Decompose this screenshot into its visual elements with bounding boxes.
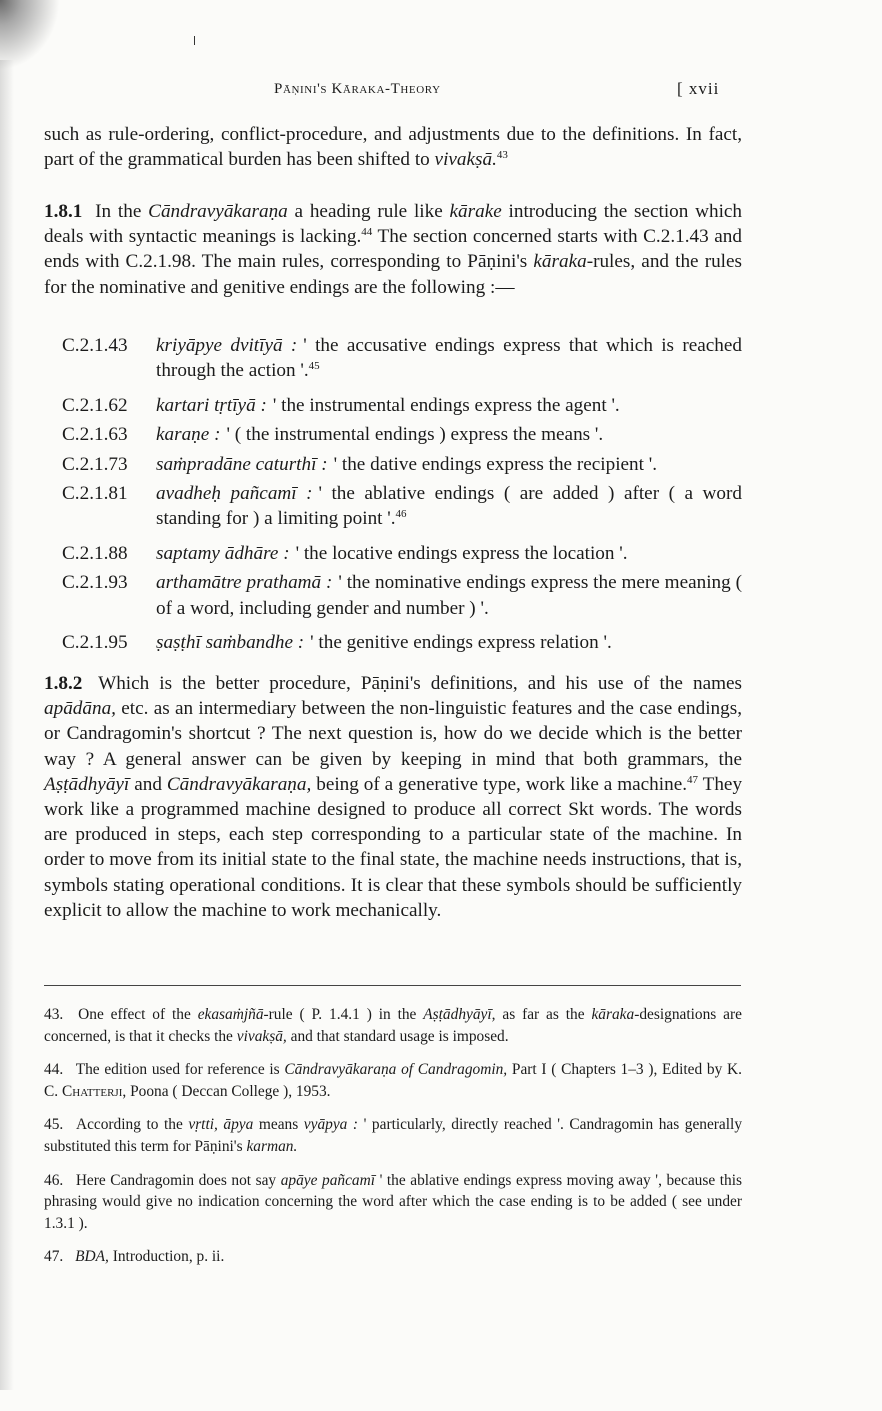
rule-code: C.2.1.63 <box>62 424 128 446</box>
fn45-term: vṛtti, āpya <box>188 1116 254 1134</box>
rule-gloss: ' the nominative endings express the mere meaning ( of a word, including gender and number ) '. <box>156 572 742 619</box>
sec181-text-3: introducing the section which deals with syntactic meanings is lacking. <box>44 201 743 248</box>
footnote-number: 45. <box>44 1116 64 1134</box>
footnote-47 <box>44 1246 742 1268</box>
rule-item <box>62 393 742 418</box>
sec181-term-2: kāraka <box>533 251 587 273</box>
fn46-a: Here Candragomin does not say <box>75 1171 277 1189</box>
fn45-term3: karman. <box>246 1137 298 1155</box>
fn45-term2: vyāpya : <box>303 1116 359 1134</box>
rule-item <box>62 481 742 532</box>
rule-term: ṣaṣṭhī saṁbandhe : <box>156 632 305 654</box>
note-ref-47: 47 <box>687 773 699 786</box>
rule-code: C.2.1.95 <box>62 632 128 654</box>
fn47-a: Introduction, p. ii. <box>112 1248 225 1266</box>
rule-term: saptamy ādhāre : <box>156 542 290 564</box>
fn43-a: One effect of the <box>78 1006 191 1023</box>
rule-code: C.2.1.73 <box>62 453 128 475</box>
scan-edge <box>0 60 14 1390</box>
rule-term: avadheḥ pañcamī : <box>156 483 313 505</box>
footnote-46 <box>44 1170 742 1235</box>
running-title: Pāṇini's Kāraka-Theory <box>274 81 441 97</box>
fn43-b: -rule ( P. 1.4.1 ) in the <box>263 1006 417 1023</box>
sec182-text-5: They work like a programmed machine designed to produce all correct Skt words. The words are produced in steps, each step corresponding to a particular state of the machine. In order to move from its initial state to the final state, the machine needs instructions, that is, symbols stating operational conditions. It is clear that these symbols should be sufficiently explicit to allow the machine to work mechanically. <box>44 773 743 921</box>
fn46-term: apāye pañcamī <box>280 1171 375 1189</box>
intro-paragraph <box>44 122 742 172</box>
fn45-a: According to the <box>75 1116 183 1134</box>
note-ref-44: 44 <box>361 226 373 239</box>
rule-gloss: ' the instrumental endings express the agent '. <box>272 394 620 416</box>
footnote-number: 44. <box>44 1061 64 1079</box>
rule-item <box>62 422 742 447</box>
footnote-44 <box>44 1059 742 1102</box>
footnote-43 <box>44 1004 742 1047</box>
fn43-c: as far as the <box>502 1006 585 1023</box>
rule-list <box>62 333 742 659</box>
footnote-separator <box>44 985 741 986</box>
rule-term: karaṇe : <box>156 424 221 446</box>
fn43-term3: vivakṣā, <box>236 1027 287 1045</box>
rule-body <box>156 570 742 621</box>
rule-item <box>62 541 742 566</box>
rule-item <box>62 630 742 655</box>
rule-body <box>156 333 742 384</box>
rule-body <box>156 422 742 447</box>
intro-term: vivakṣā. <box>434 149 497 171</box>
rule-item <box>62 333 742 384</box>
sec181-text-5: -rules, and the rules for the nominative and genitive endings are the following :— <box>44 251 742 298</box>
fn43-term: ekasaṁjñā <box>197 1006 264 1023</box>
note-ref-43: 43 <box>496 149 508 162</box>
sec182-work-2: Cāndravyākaraṇa, <box>166 773 312 795</box>
rule-code: C.2.1.62 <box>62 394 128 416</box>
rule-code: C.2.1.88 <box>62 542 128 564</box>
sec182-text-1: Which is the better procedure, Pāṇini's definitions, and his use of the names <box>98 673 743 694</box>
sec181-text-4: The section concerned starts with C.2.1.43 and ends with C.2.1.98. The main rules, corresponding to Pāṇini's <box>44 226 742 273</box>
sec181-term: kārake <box>449 201 502 222</box>
fn44-work: Cāndravyākaraṇa of Candragomin, <box>284 1061 508 1079</box>
sec182-text-4: being of a generative type, work like a machine. <box>316 773 688 795</box>
section-1-8-2 <box>44 671 742 923</box>
sec182-work-1: Aṣṭādhyāyī <box>44 773 130 795</box>
page-number: [ xvii <box>677 79 720 98</box>
rule-code: C.2.1.43 <box>62 335 128 356</box>
section-1-8-1 <box>44 199 742 300</box>
rule-body <box>156 393 742 418</box>
fn45-b: means <box>258 1116 299 1134</box>
fn46-b: ' the ablative endings express moving away ', because this phrasing would give no indication concerning the word after which the case ending is to be added ( see under 1.3.1 ). <box>44 1171 742 1232</box>
note-ref-45: 45 <box>308 360 320 373</box>
fn44-c: Poona ( Deccan College ), 1953. <box>130 1082 331 1100</box>
footnote-number: 46. <box>44 1171 64 1189</box>
rule-gloss: ' the accusative endings express that which is reached through the action '. <box>156 335 742 382</box>
sec182-text-3: and <box>134 773 162 795</box>
running-header <box>0 79 882 103</box>
rule-body <box>156 630 742 655</box>
footnote-45 <box>44 1114 742 1157</box>
intro-text: such as rule-ordering, conflict-procedure, and adjustments due to the definitions. In fact, part of the grammatical burden has been shifted to <box>44 124 742 171</box>
footnote-number: 47. <box>44 1248 64 1266</box>
rule-body <box>156 541 742 566</box>
rule-gloss: ' ( the instrumental endings ) express the means '. <box>226 424 604 446</box>
section-number: 1.8.1 <box>44 201 83 222</box>
rule-code: C.2.1.81 <box>62 483 128 505</box>
fn43-d: -designations are concerned, is that it checks the <box>44 1006 742 1045</box>
fn44-b: Part I ( Chapters 1–3 ), Edited by K. C. <box>44 1061 743 1100</box>
rule-gloss: ' the locative endings express the location '. <box>295 542 628 564</box>
fn45-c: ' particularly, directly reached '. Candragomin has generally substituted this term for Pāṇini's <box>44 1116 743 1155</box>
fn43-term2: kāraka <box>591 1006 635 1023</box>
sec181-work: Cāndravyākaraṇa <box>148 201 288 222</box>
footnote-number: 43. <box>44 1006 64 1023</box>
scan-mark <box>194 36 195 45</box>
rule-item <box>62 452 742 477</box>
fn44-a: The edition used for reference is <box>75 1061 280 1079</box>
rule-gloss: ' the genitive endings express relation '. <box>310 632 612 654</box>
fn44-author: Chatterji, <box>61 1082 127 1100</box>
fn43-e: and that standard usage is imposed. <box>290 1027 509 1045</box>
note-ref-46: 46 <box>395 508 407 521</box>
sec181-text-1: In the <box>95 201 142 222</box>
fn43-work: Aṣṭādhyāyī, <box>423 1006 496 1023</box>
rule-item <box>62 570 742 621</box>
footnotes <box>44 1004 742 1280</box>
rule-body <box>156 452 742 477</box>
rule-gloss: ' the dative endings express the recipient '. <box>333 453 658 475</box>
section-number: 1.8.2 <box>44 673 83 694</box>
rule-term: kriyāpye dvitīyā : <box>156 335 298 356</box>
fn47-work: BDA, <box>75 1248 109 1266</box>
rule-body <box>156 481 742 532</box>
rule-term: saṁpradāne caturthī : <box>156 453 328 475</box>
sec182-term: apādāna, <box>44 698 116 720</box>
sec182-text-2: etc. as an intermediary between the non-linguistic features and the case endings, or Candragomin's shortcut ? The next question is, how do we decide which is the better way ? A general answer can be given by keeping in mind that both grammars, the <box>44 698 743 770</box>
rule-term: arthamātre prathamā : <box>156 572 333 594</box>
rule-term: kartari tṛtīyā : <box>156 394 267 416</box>
rule-code: C.2.1.93 <box>62 572 128 594</box>
rule-gloss: ' the ablative endings ( are added ) after ( a word standing for ) a limiting point '. <box>156 483 742 530</box>
sec181-text-2: a heading rule like <box>294 201 443 222</box>
